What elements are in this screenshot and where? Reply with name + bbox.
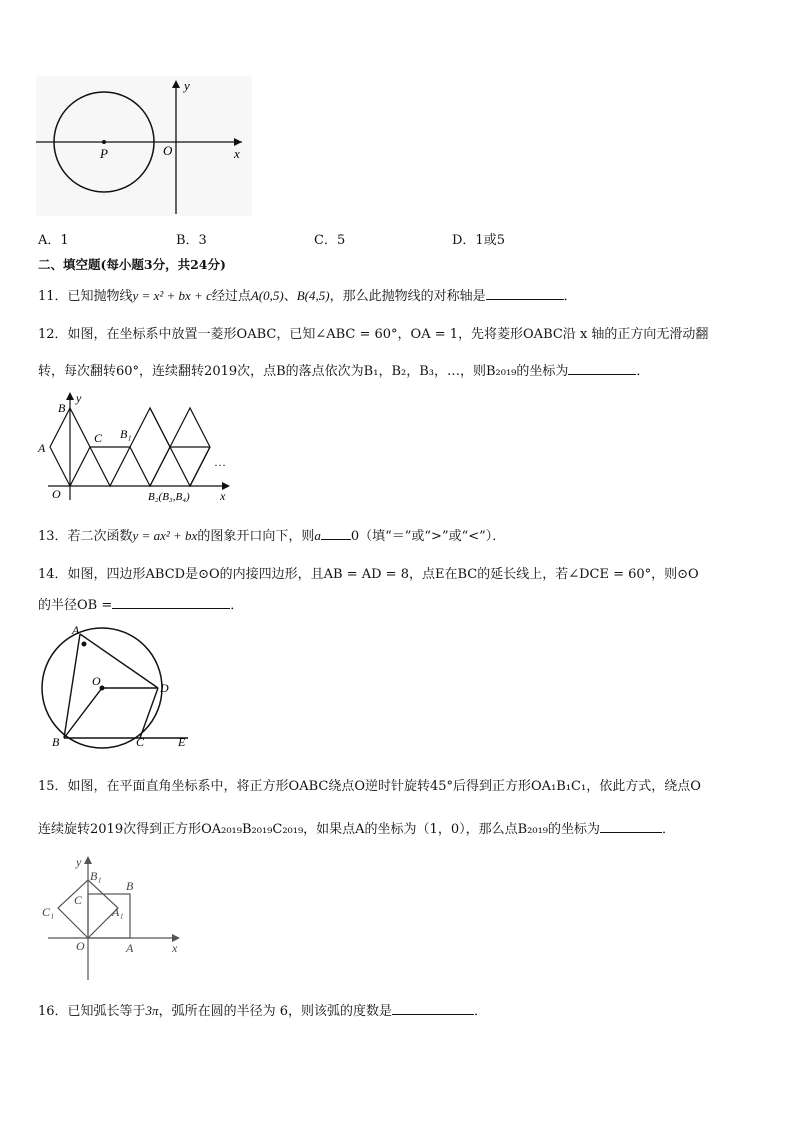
q13-text-1: 13．若二次函数 [38,529,133,544]
fig14-label-b: B [52,735,60,749]
question-12-line-1: 12．如图，在坐标系中放置一菱形OABC，已知∠ABC = 60°，OA = 1，先将菱形OABC沿 x 轴的正方向无滑动翻 [38,327,709,342]
fig15-label-c: C [74,893,83,907]
q14-text: 的半径OB = [38,598,113,613]
q11-end: ． [563,289,577,304]
q15-answer-blank[interactable] [600,832,662,833]
fig12-label-dots: … [214,455,226,469]
fig14-label-c: C [136,735,145,749]
fig14-label-e: E [178,735,186,749]
figure-rhombus-roll [36,390,236,505]
q13-formula: y = ax² + bx [132,528,198,543]
fig12-label-x: x [220,489,226,503]
section-heading: 二、填空题(每小题3分，共24分) [38,257,226,272]
fig12-label-b1: B₁ [120,427,132,441]
fig12-label-b2: B₂(B₃,B₄) [148,491,190,503]
point-label-o: O [163,143,173,158]
axis-label-x: x [234,146,240,161]
option-a: A．1 [38,233,69,248]
q15-text: 连续旋转2019次得到正方形OA₂₀₁₉B₂₀₁₉C₂₀₁₉，如果点A的坐标为（1，0），那么点B₂₀₁₉的坐标为 [38,822,600,837]
q12-end: ． [636,364,650,379]
q13-zero: 0 [350,529,360,544]
fig15-label-x: x [172,941,178,955]
q12-text: 转，每次翻转60°，连续翻转2019次，点B的落点依次为B₁，B₂，B₃，…，则B₂₀₁₉的坐标为 [38,364,569,379]
fig15-label-a: A [126,941,134,955]
q16-text-1: 16．已知弧长等于 [38,1004,146,1019]
q11-formula: y = x² + bx + c [132,288,212,303]
figure-circle-p [36,76,252,216]
option-d: D．1或5 [452,233,505,248]
fig12-label-b: B [58,401,66,415]
fig14-label-o: O [92,674,101,688]
fig15-label-o: O [76,939,85,953]
q16-end: ． [473,1004,487,1019]
q15-end: ． [662,822,676,837]
fig15-label-a1: A₁ [112,905,124,919]
option-b: B．3 [176,233,207,248]
q11-point-b: B(4,5) [296,288,330,303]
option-c: C．5 [314,233,346,248]
q13-a: a [314,528,321,543]
q11-text-3: ，那么此抛物线的对称轴是 [329,289,486,304]
q11-answer-blank[interactable] [486,299,564,300]
figure-cyclic-quadrilateral [36,622,196,752]
question-14-line-1: 14．如图，四边形ABCD是⊙O的内接四边形，且AB = AD = 8，点E在BC的延长线上，若∠DCE = 60°，则⊙O [38,567,699,582]
fig15-label-b1: B₁ [90,869,102,883]
fig14-label-a: A [72,623,80,637]
figure-rotated-squares [38,854,188,984]
q16-pi: 3π [145,1003,159,1018]
axis-label-y: y [184,78,190,93]
q16-text-2: ，弧所在圆的半径为 6，则该弧的度数是 [158,1004,392,1019]
q11-text-1: 11．已知抛物线 [38,289,133,304]
point-label-p: P [100,146,108,161]
fig12-label-c: C [94,431,103,445]
fig14-label-d: D [160,681,169,695]
q11-text-2: 经过点 [211,289,251,304]
fig15-label-c1: C₁ [42,905,55,919]
question-13 [38,525,505,544]
q11-sep: 、 [283,289,297,304]
question-12-line-2 [38,360,649,379]
q12-answer-blank[interactable] [568,374,636,375]
q13-text-2: 的图象开口向下，则 [197,529,315,544]
fig12-label-a: A [38,441,46,455]
question-16 [38,1000,487,1019]
question-15-line-2 [38,818,675,837]
q13-text-3: （填“＝”或“>”或“<”）． [359,529,506,544]
fig12-label-o: O [52,487,61,501]
question-11 [38,285,577,304]
fig15-label-b: B [126,879,134,893]
q11-point-a: A(0,5) [250,288,284,303]
q14-answer-blank[interactable] [112,608,230,609]
q13-answer-blank[interactable] [321,539,351,540]
fig12-label-y: y [76,391,82,405]
q14-end: ． [230,598,244,613]
question-15-line-1: 15．如图，在平面直角坐标系中，将正方形OABC绕点O逆时针旋转45°后得到正方形OA₁B₁C₁，依此方式，绕点O [38,779,701,794]
fig15-label-y: y [76,855,82,869]
q16-answer-blank[interactable] [392,1014,474,1015]
question-14-line-2 [38,594,243,613]
